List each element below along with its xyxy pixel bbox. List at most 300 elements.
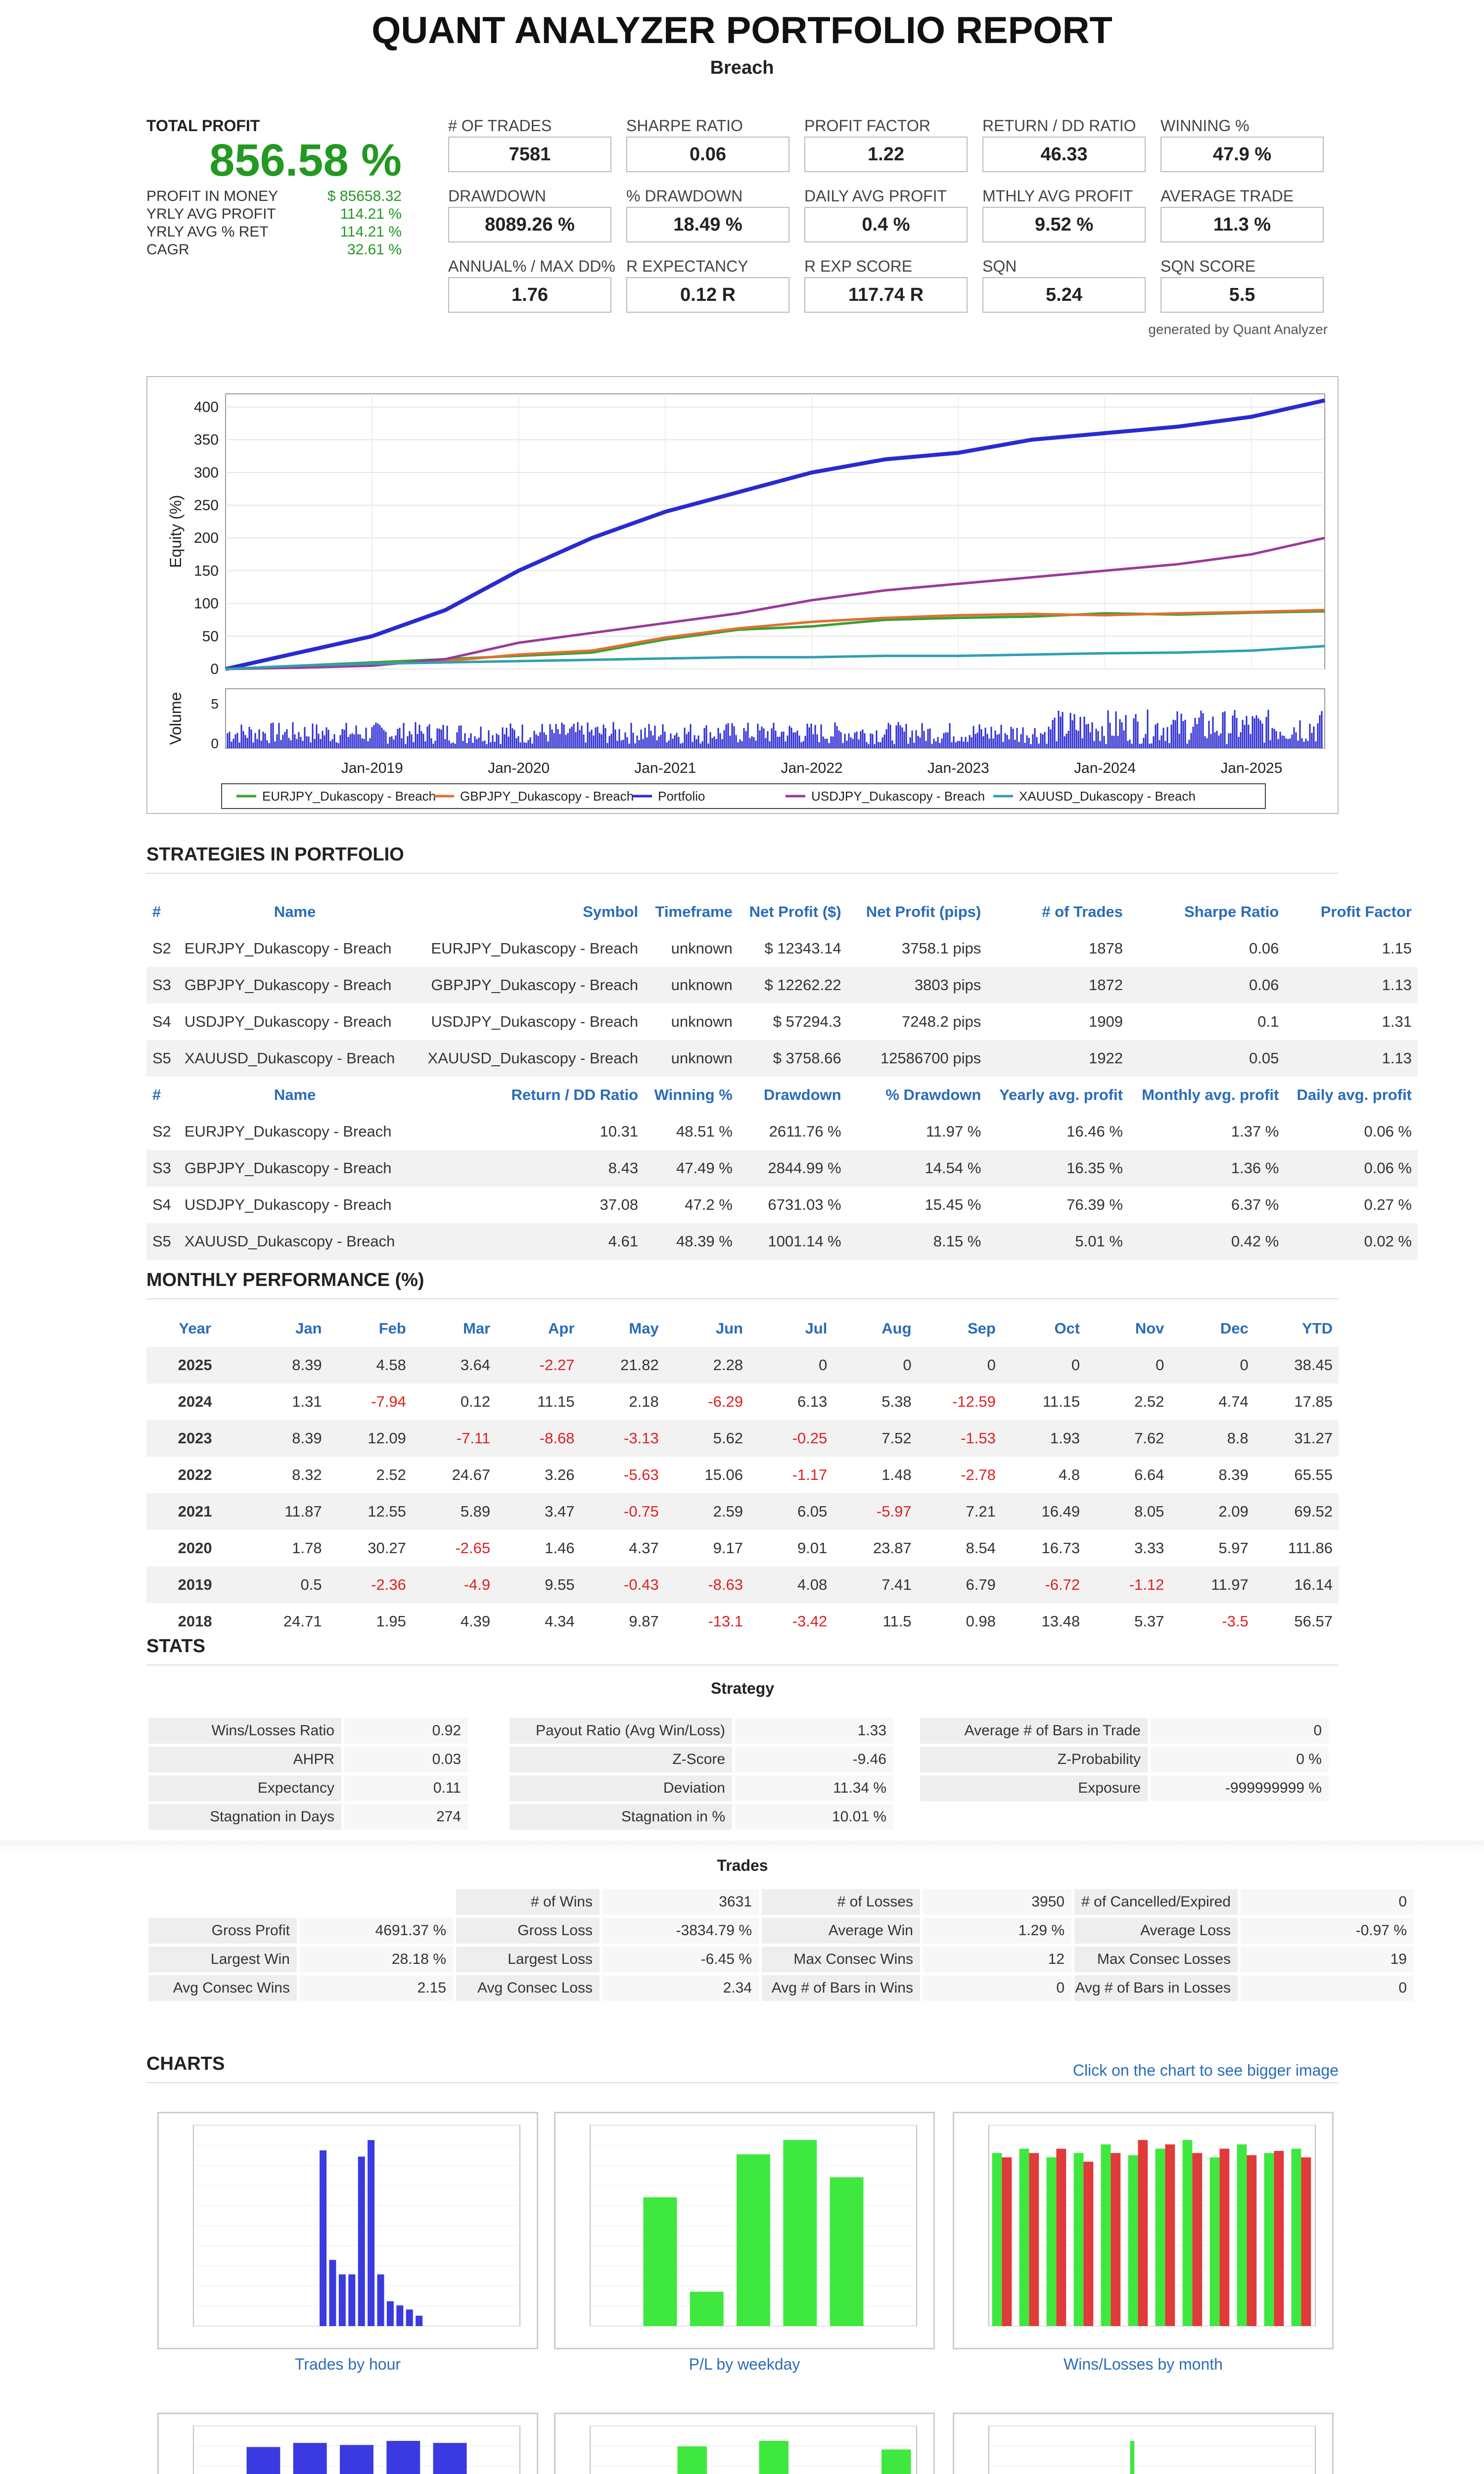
month-cell: 31.27 bbox=[1254, 1420, 1339, 1457]
strategies-table bbox=[146, 894, 1418, 1260]
table-row bbox=[146, 1493, 1339, 1530]
month-cell: 8.05 bbox=[1086, 1493, 1170, 1530]
table-row bbox=[146, 1420, 1339, 1457]
loss-bar bbox=[1056, 2149, 1066, 2326]
table-header-row bbox=[146, 1310, 1339, 1347]
win-bar bbox=[1130, 2441, 1134, 2474]
legend-item: EURJPY_Dukascopy - Breach bbox=[262, 789, 436, 804]
loss-bar bbox=[1192, 2153, 1202, 2326]
month-cell: -7.94 bbox=[371, 1393, 406, 1410]
table-cell: $ 3758.66 bbox=[739, 1040, 847, 1077]
metric-box bbox=[448, 117, 611, 172]
chart-thumbnail[interactable] bbox=[554, 2413, 935, 2474]
equity-chart-frame bbox=[146, 376, 1339, 814]
column-header: Return / DD Ratio bbox=[511, 1086, 639, 1103]
x-tick-label: Jan-2024 bbox=[1074, 760, 1136, 776]
y-tick-label: 150 bbox=[193, 563, 219, 579]
table-row bbox=[146, 1603, 1339, 1640]
table-cell: 0.06 % bbox=[1285, 1150, 1418, 1187]
month-cell: -8.63 bbox=[665, 1567, 749, 1603]
metric-label: SHARPE RATIO bbox=[626, 117, 743, 135]
report-subtitle: Breach bbox=[710, 57, 774, 78]
column-header: Net Profit ($) bbox=[749, 903, 841, 920]
table-row bbox=[146, 1187, 1418, 1223]
stat-value: 3631 bbox=[603, 1889, 759, 1915]
win-bar bbox=[1264, 2153, 1274, 2326]
y-tick-label: 250 bbox=[193, 497, 219, 514]
stat-label: Z-Score bbox=[510, 1747, 732, 1772]
metric-value: 5.5 bbox=[1160, 277, 1324, 313]
thumbnail-chart bbox=[556, 2113, 933, 2348]
table-row bbox=[146, 1003, 1418, 1040]
month-cell: 3.26 bbox=[545, 1466, 575, 1483]
table-cell: 2611.76 % bbox=[769, 1123, 841, 1140]
win-bar bbox=[1101, 2144, 1111, 2326]
table-cell: XAUUSD_Dukascopy - Breach bbox=[179, 1223, 412, 1260]
table-cell: unknown bbox=[671, 940, 733, 957]
table-row bbox=[146, 1457, 1339, 1493]
month-cell: 4.58 bbox=[328, 1347, 412, 1383]
month-cell: -2.65 bbox=[455, 1539, 491, 1557]
table-row bbox=[146, 1040, 1418, 1077]
table-row bbox=[146, 1567, 1339, 1603]
month-cell: 5.37 bbox=[1134, 1613, 1164, 1630]
month-cell: 11.5 bbox=[882, 1613, 912, 1630]
loss-bar bbox=[1083, 2162, 1093, 2326]
loss-bar bbox=[1274, 2151, 1284, 2326]
win-bar bbox=[1183, 2140, 1193, 2326]
table-cell: S2 bbox=[152, 940, 171, 957]
value-bar bbox=[678, 2446, 707, 2474]
legend-item: GBPJPY_Dukascopy - Breach bbox=[460, 789, 634, 804]
stat-label: Gross Loss bbox=[456, 1918, 600, 1944]
chart-thumbnail[interactable] bbox=[157, 2112, 538, 2349]
stat-label: # of Losses bbox=[762, 1889, 920, 1915]
metric-value: 0.12 R bbox=[626, 277, 789, 313]
column-header: Oct bbox=[1054, 1320, 1080, 1337]
month-cell: 8.32 bbox=[292, 1466, 322, 1483]
table-cell: 10.31 bbox=[600, 1123, 639, 1140]
stat-value: -3834.79 % bbox=[603, 1918, 759, 1944]
month-cell: 4.08 bbox=[749, 1567, 833, 1603]
table-cell: 1.13 bbox=[1285, 967, 1418, 1003]
y-tick-label: 350 bbox=[193, 431, 219, 448]
month-cell: 5.62 bbox=[665, 1420, 749, 1457]
year-cell: 2020 bbox=[178, 1539, 212, 1557]
generated-by: generated by Quant Analyzer bbox=[1148, 322, 1328, 337]
month-cell: 23.87 bbox=[873, 1539, 912, 1557]
month-cell: 8.39 bbox=[243, 1420, 327, 1457]
chart-caption-link[interactable]: Wins/Losses by month bbox=[1064, 2355, 1223, 2373]
metric-value: 9.52 % bbox=[982, 207, 1146, 242]
column-header: Monthly avg. profit bbox=[1142, 1086, 1279, 1103]
metric-value: 5.24 bbox=[982, 277, 1146, 313]
legend-item: USDJPY_Dukascopy - Breach bbox=[811, 789, 985, 804]
value-bar bbox=[783, 2140, 817, 2326]
column-header: Name bbox=[274, 903, 316, 920]
stat-label: Avg # of Bars in Wins bbox=[762, 1975, 920, 2001]
metric-box bbox=[448, 187, 611, 242]
stat-label: Expectancy bbox=[148, 1775, 341, 1801]
table-cell: 0.06 bbox=[1129, 967, 1285, 1003]
metric-value: 8089.26 % bbox=[448, 207, 611, 242]
stat-value: 0.03 bbox=[344, 1747, 468, 1772]
month-cell: 11.97 bbox=[1170, 1567, 1254, 1603]
table-cell: GBPJPY_Dukascopy - Breach bbox=[179, 967, 412, 1003]
month-cell: 9.87 bbox=[629, 1613, 659, 1630]
year-cell: 2023 bbox=[146, 1420, 243, 1457]
column-header: Timeframe bbox=[655, 903, 733, 920]
month-cell: 9.17 bbox=[713, 1539, 743, 1557]
chart-caption-link[interactable]: Trades by hour bbox=[294, 2355, 401, 2373]
y-tick-label: 50 bbox=[202, 628, 219, 645]
value-bar bbox=[340, 2445, 373, 2474]
month-cell: 6.13 bbox=[797, 1393, 828, 1410]
value-bar bbox=[416, 2316, 422, 2326]
table-cell: 14.54 % bbox=[847, 1150, 987, 1187]
value-bar bbox=[293, 2443, 327, 2474]
y-axis-label: Equity (%) bbox=[167, 495, 185, 568]
month-cell: -1.12 bbox=[1086, 1567, 1170, 1603]
month-cell: -8.68 bbox=[496, 1420, 580, 1457]
table-header-row bbox=[146, 894, 1418, 930]
table-cell: 47.2 % bbox=[685, 1196, 733, 1213]
value-bar bbox=[643, 2197, 677, 2326]
month-cell: -5.97 bbox=[833, 1493, 917, 1530]
table-cell: XAUUSD_Dukascopy - Breach bbox=[411, 1040, 644, 1077]
column-header: Aug bbox=[881, 1320, 912, 1337]
total-profit-value: 856.58 % bbox=[209, 135, 402, 186]
month-cell: 0 bbox=[833, 1347, 917, 1383]
month-cell: -12.59 bbox=[952, 1393, 996, 1410]
stat-value: -999999999 % bbox=[1151, 1775, 1329, 1801]
x-tick-label: Jan-2023 bbox=[927, 760, 989, 776]
month-cell: -4.9 bbox=[412, 1567, 496, 1603]
win-bar bbox=[1128, 2155, 1138, 2326]
column-header: May bbox=[629, 1320, 659, 1337]
month-cell: 6.05 bbox=[749, 1493, 833, 1530]
x-tick-label: Jan-2022 bbox=[781, 760, 843, 776]
stat-label: Stagnation in % bbox=[510, 1804, 732, 1830]
chart-thumbnail[interactable] bbox=[953, 2413, 1334, 2474]
stat-label: # of Wins bbox=[456, 1889, 600, 1915]
summary-label: PROFIT IN MONEY bbox=[146, 188, 278, 204]
table-cell: GBPJPY_Dukascopy - Breach bbox=[179, 1150, 412, 1187]
x-tick-label: Jan-2021 bbox=[634, 760, 696, 776]
table-cell: 48.51 % bbox=[676, 1123, 733, 1140]
chart-thumbnail[interactable] bbox=[554, 2112, 935, 2349]
year-cell: 2018 bbox=[178, 1613, 212, 1630]
column-header: Net Profit (pips) bbox=[866, 903, 981, 920]
month-cell: -0.75 bbox=[580, 1493, 664, 1530]
y-tick-label: 200 bbox=[193, 530, 219, 547]
month-cell: 1.48 bbox=[881, 1466, 912, 1483]
loss-bar bbox=[1138, 2140, 1148, 2326]
table-cell: 1922 bbox=[987, 1040, 1129, 1077]
report-title: QUANT ANALYZER PORTFOLIO REPORT bbox=[371, 9, 1113, 51]
stat-value: 0 bbox=[1241, 1975, 1414, 2001]
month-cell: 3.64 bbox=[412, 1347, 496, 1383]
value-bar bbox=[690, 2292, 724, 2326]
column-header: Feb bbox=[378, 1320, 406, 1337]
stat-label: Avg Consec Loss bbox=[456, 1975, 600, 2001]
metric-label: SQN SCORE bbox=[1160, 257, 1256, 275]
month-cell: -13.1 bbox=[708, 1613, 743, 1630]
month-cell: -1.17 bbox=[792, 1466, 828, 1483]
table-cell: $ 12262.22 bbox=[739, 967, 847, 1003]
column-header: Symbol bbox=[583, 903, 639, 920]
stat-value: 3950 bbox=[923, 1889, 1071, 1915]
month-cell: 6.64 bbox=[1134, 1466, 1164, 1483]
stat-value: 1.33 bbox=[735, 1718, 893, 1744]
month-cell: 7.21 bbox=[918, 1493, 1002, 1530]
stat-value: 0 bbox=[1151, 1718, 1329, 1744]
metric-label: PROFIT FACTOR bbox=[804, 117, 930, 135]
table-cell: S4 bbox=[152, 1013, 171, 1030]
table-cell: USDJPY_Dukascopy - Breach bbox=[184, 1196, 392, 1213]
metric-value: 0.4 % bbox=[804, 207, 968, 242]
table-cell: 6731.03 % bbox=[768, 1196, 841, 1213]
table-cell: $ 12343.14 bbox=[764, 940, 841, 957]
stat-label: Deviation bbox=[510, 1775, 732, 1801]
chart-thumbnail[interactable] bbox=[157, 2413, 538, 2474]
metric-box bbox=[448, 257, 615, 313]
month-cell: 9.01 bbox=[797, 1539, 828, 1557]
month-cell: -5.63 bbox=[624, 1466, 659, 1483]
month-cell: 16.14 bbox=[1254, 1567, 1339, 1603]
table-cell: EURJPY_Dukascopy - Breach bbox=[184, 940, 392, 957]
year-cell: 2019 bbox=[146, 1567, 243, 1603]
table-cell: unknown bbox=[644, 1040, 739, 1077]
month-cell: 16.73 bbox=[1041, 1539, 1080, 1557]
table-cell: USDJPY_Dukascopy - Breach bbox=[431, 1013, 639, 1030]
month-cell: 7.41 bbox=[833, 1567, 917, 1603]
month-cell: 56.57 bbox=[1294, 1613, 1333, 1630]
win-bar bbox=[1074, 2153, 1084, 2326]
stat-value: 0 bbox=[923, 1975, 1071, 2001]
thumbnail-plot-area bbox=[590, 2426, 917, 2474]
metric-value: 0.06 bbox=[626, 137, 789, 172]
month-cell: 1.93 bbox=[1002, 1420, 1086, 1457]
table-cell: 47.49 % bbox=[644, 1150, 739, 1187]
month-cell: 4.37 bbox=[629, 1539, 659, 1557]
table-cell: 1001.14 % bbox=[739, 1223, 847, 1260]
table-cell: 3758.1 pips bbox=[901, 940, 981, 957]
legend-item: XAUUSD_Dukascopy - Breach bbox=[1019, 789, 1196, 804]
trades-stats-title: Trades bbox=[717, 1856, 768, 1874]
value-bar bbox=[830, 2177, 864, 2326]
stats-section-title: STATS bbox=[146, 1636, 1339, 1665]
stat-value: 2.34 bbox=[603, 1975, 759, 2001]
stat-label: Payout Ratio (Avg Win/Loss) bbox=[510, 1718, 732, 1744]
monthly-section-title: MONTHLY PERFORMANCE (%) bbox=[146, 1270, 1339, 1299]
metric-label: AVERAGE TRADE bbox=[1160, 187, 1294, 205]
loss-bar bbox=[1219, 2149, 1229, 2326]
table-cell: 7248.2 pips bbox=[901, 1013, 981, 1030]
table-cell: 1872 bbox=[987, 967, 1129, 1003]
stat-label: Exposure bbox=[920, 1775, 1148, 1801]
stat-value: 4691.37 % bbox=[300, 1918, 453, 1944]
metric-box bbox=[982, 117, 1146, 172]
month-cell: 111.86 bbox=[1288, 1539, 1333, 1557]
table-row bbox=[146, 1113, 1418, 1150]
loss-bar bbox=[1165, 2144, 1175, 2326]
table-cell: S3 bbox=[146, 967, 179, 1003]
year-cell: 2024 bbox=[178, 1393, 212, 1410]
summary-label: YRLY AVG PROFIT bbox=[146, 206, 276, 222]
stat-value: 10.01 % bbox=[735, 1804, 893, 1830]
month-cell: 24.67 bbox=[452, 1466, 491, 1483]
chart-thumbnail[interactable] bbox=[953, 2112, 1334, 2349]
stat-label: # of Cancelled/Expired bbox=[1074, 1889, 1238, 1915]
month-cell: 65.55 bbox=[1294, 1466, 1333, 1483]
month-cell: -1.53 bbox=[918, 1420, 1002, 1457]
metric-value: 47.9 % bbox=[1160, 137, 1324, 172]
stat-value: 1.29 % bbox=[923, 1918, 1071, 1944]
column-header: Year bbox=[179, 1320, 211, 1337]
month-cell: 38.45 bbox=[1254, 1347, 1339, 1383]
month-cell: -6.72 bbox=[1002, 1567, 1086, 1603]
loss-bar bbox=[1111, 2153, 1120, 2326]
metric-value: 1.22 bbox=[804, 137, 968, 172]
column-header: Sep bbox=[967, 1320, 996, 1337]
stat-value: 2.15 bbox=[300, 1975, 453, 2001]
summary-value: 32.61 % bbox=[347, 241, 402, 258]
table-cell: 4.61 bbox=[411, 1223, 644, 1260]
table-cell: 76.39 % bbox=[1067, 1196, 1123, 1213]
y-tick-label: 0 bbox=[210, 661, 219, 677]
table-cell: 11.97 % bbox=[926, 1123, 981, 1140]
table-cell: 3803 pips bbox=[847, 967, 987, 1003]
month-cell: 12.55 bbox=[328, 1493, 412, 1530]
value-bar bbox=[377, 2275, 384, 2326]
stat-label: Largest Win bbox=[148, 1947, 297, 1972]
month-cell: 2.52 bbox=[1134, 1393, 1164, 1410]
table-cell: 5.01 % bbox=[987, 1223, 1129, 1260]
y-tick-label: 300 bbox=[193, 464, 219, 481]
column-header: Winning % bbox=[654, 1086, 733, 1103]
metric-value: 7581 bbox=[448, 137, 611, 172]
equity-chart bbox=[147, 377, 1338, 813]
value-bar bbox=[433, 2443, 467, 2474]
month-cell: 3.33 bbox=[1134, 1539, 1164, 1557]
month-cell: 1.78 bbox=[292, 1539, 322, 1557]
column-header: Jan bbox=[295, 1320, 322, 1337]
stat-label: Max Consec Wins bbox=[762, 1947, 920, 1972]
month-cell: 1.31 bbox=[292, 1393, 322, 1410]
monthly-performance-table bbox=[146, 1310, 1339, 1640]
column-header: Jul bbox=[805, 1320, 828, 1337]
month-cell: 2.52 bbox=[376, 1466, 406, 1483]
month-cell: 9.55 bbox=[496, 1567, 580, 1603]
month-cell: 24.71 bbox=[283, 1613, 322, 1630]
metric-label: DAILY AVG PROFIT bbox=[804, 187, 947, 205]
table-cell: GBPJPY_Dukascopy - Breach bbox=[411, 967, 644, 1003]
charts-section-title: CHARTS bbox=[146, 2053, 1339, 2083]
column-header: Dec bbox=[1220, 1320, 1249, 1337]
table-row bbox=[146, 930, 1418, 967]
table-cell: USDJPY_Dukascopy - Breach bbox=[184, 1013, 392, 1030]
y-tick-label: 100 bbox=[193, 595, 219, 612]
metric-box bbox=[982, 257, 1146, 313]
month-cell: -3.42 bbox=[792, 1613, 828, 1630]
month-cell: -0.43 bbox=[580, 1567, 664, 1603]
metric-value: 46.33 bbox=[982, 137, 1146, 172]
stat-value: 28.18 % bbox=[300, 1947, 453, 1972]
thumbnail-chart bbox=[954, 2414, 1332, 2474]
month-cell: -6.29 bbox=[708, 1393, 743, 1410]
charts-hint-link[interactable]: Click on the chart to see bigger image bbox=[1072, 2061, 1339, 2079]
column-header: Mar bbox=[463, 1320, 491, 1337]
month-cell: 0 bbox=[918, 1347, 1002, 1383]
month-cell: 3.47 bbox=[496, 1493, 580, 1530]
table-row bbox=[146, 1150, 1418, 1187]
month-cell: -0.25 bbox=[749, 1420, 833, 1457]
table-cell: S4 bbox=[152, 1196, 171, 1213]
win-bar bbox=[1156, 2149, 1165, 2326]
month-cell: 2.09 bbox=[1170, 1493, 1254, 1530]
stat-value: 0.92 bbox=[344, 1718, 468, 1744]
stat-label: Average Loss bbox=[1074, 1918, 1238, 1944]
table-cell: 0.42 % bbox=[1129, 1223, 1285, 1260]
month-cell: 0 bbox=[1170, 1347, 1254, 1383]
total-profit-label: TOTAL PROFIT bbox=[146, 117, 260, 135]
table-cell: XAUUSD_Dukascopy - Breach bbox=[179, 1040, 412, 1077]
column-header: # bbox=[152, 903, 161, 920]
summary-label: CAGR bbox=[146, 241, 189, 258]
table-header-row bbox=[146, 1077, 1418, 1113]
table-cell: 48.39 % bbox=[644, 1223, 739, 1260]
table-cell: 1909 bbox=[1088, 1013, 1123, 1030]
volume-tick-label: 5 bbox=[211, 696, 219, 712]
value-bar bbox=[320, 2150, 326, 2326]
table-cell: 1.15 bbox=[1382, 940, 1412, 957]
metric-label: # OF TRADES bbox=[448, 117, 552, 135]
table-row bbox=[146, 1347, 1339, 1383]
win-bar bbox=[1047, 2157, 1057, 2326]
month-cell: 4.34 bbox=[545, 1613, 575, 1630]
month-cell: 11.15 bbox=[537, 1393, 575, 1410]
metric-label: % DRAWDOWN bbox=[626, 187, 743, 205]
metric-label: R EXPECTANCY bbox=[626, 257, 748, 275]
column-header: # of Trades bbox=[1042, 903, 1123, 920]
month-cell: 12.09 bbox=[328, 1420, 412, 1457]
metric-label: SQN bbox=[982, 257, 1017, 275]
stat-value: -0.97 % bbox=[1241, 1918, 1414, 1944]
month-cell: -2.78 bbox=[961, 1466, 996, 1483]
value-bar bbox=[339, 2275, 346, 2326]
stat-label: Average Win bbox=[762, 1918, 920, 1944]
stat-value: 11.34 % bbox=[735, 1775, 893, 1801]
stat-label: Wins/Losses Ratio bbox=[148, 1718, 341, 1744]
month-cell: 17.85 bbox=[1294, 1393, 1333, 1410]
thumbnail-chart bbox=[159, 2414, 537, 2474]
x-tick-label: Jan-2025 bbox=[1220, 760, 1283, 776]
stat-value: -9.46 bbox=[735, 1747, 893, 1772]
month-cell: 4.74 bbox=[1218, 1393, 1249, 1410]
stat-label: Largest Loss bbox=[456, 1947, 600, 1972]
loss-bar bbox=[1029, 2153, 1039, 2326]
chart-caption-link[interactable]: P/L by weekday bbox=[689, 2355, 800, 2373]
month-cell: 4.8 bbox=[1059, 1466, 1080, 1483]
column-header: # bbox=[152, 1086, 161, 1103]
stat-value: 274 bbox=[344, 1804, 468, 1830]
table-cell: 0.1 bbox=[1257, 1013, 1279, 1030]
column-header: Apr bbox=[548, 1320, 575, 1337]
year-cell: 2022 bbox=[178, 1466, 212, 1483]
month-cell: 2.59 bbox=[665, 1493, 749, 1530]
win-bar bbox=[1210, 2157, 1220, 2326]
